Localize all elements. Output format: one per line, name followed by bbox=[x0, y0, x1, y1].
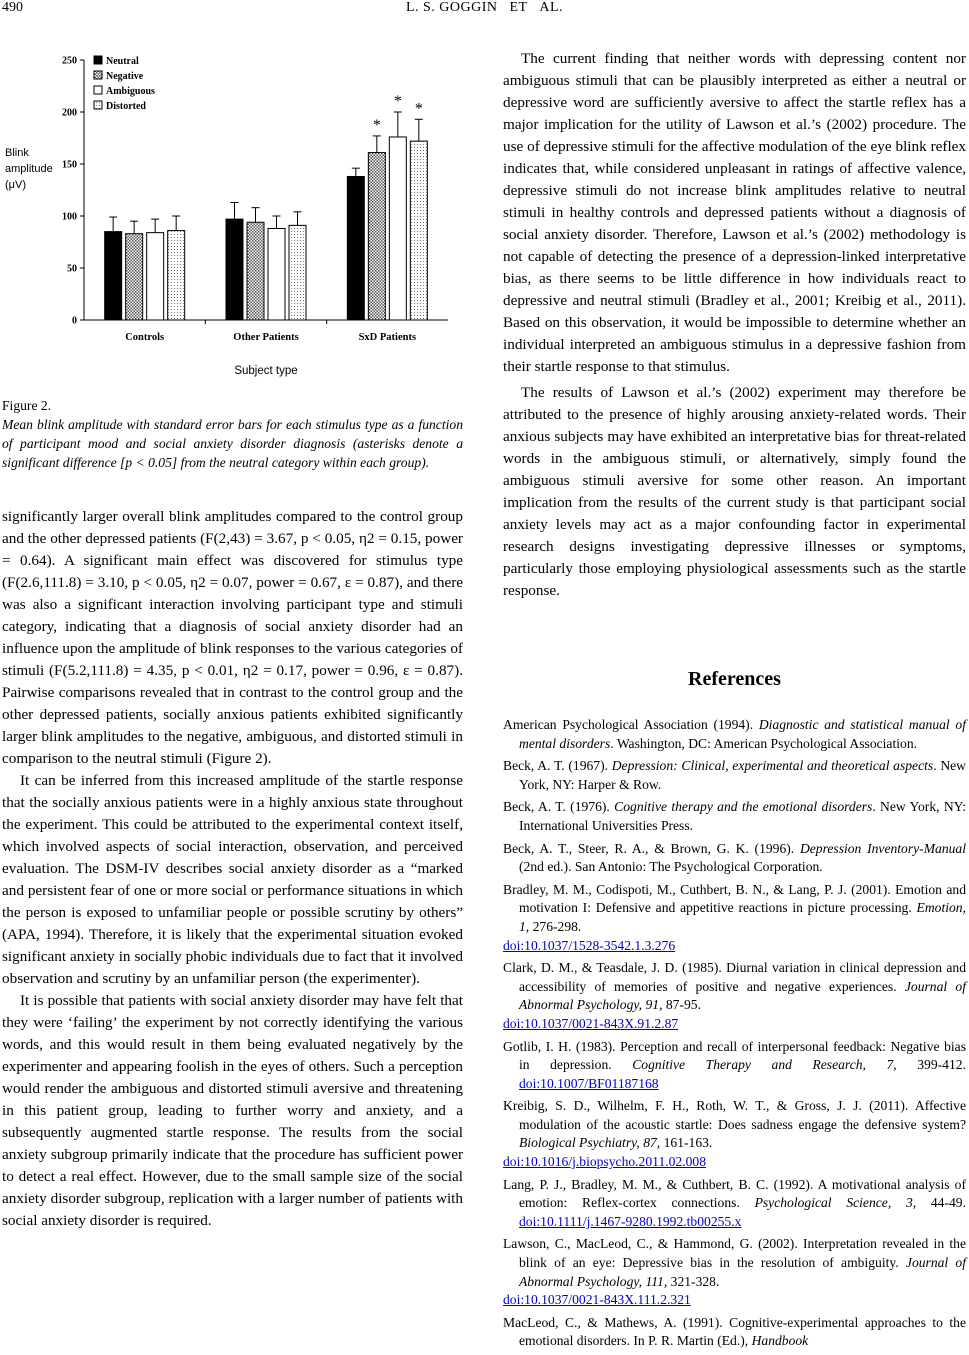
legend-swatch bbox=[94, 86, 102, 94]
bar bbox=[410, 141, 427, 320]
bar bbox=[226, 219, 243, 320]
bar bbox=[389, 137, 406, 320]
doi-link[interactable]: doi:10.1016/j.biopsycho.2011.02.008 bbox=[503, 1154, 707, 1170]
bar bbox=[268, 228, 285, 320]
significance-asterisk: * bbox=[393, 93, 402, 110]
legend-swatch bbox=[94, 71, 102, 79]
figure-caption bbox=[2, 396, 463, 472]
legend-label: Ambiguous bbox=[106, 86, 155, 97]
y-tick-label: 200 bbox=[62, 107, 77, 119]
reference-item: Kreibig, S. D., Wilhelm, F. H., Roth, W. T., & Gross, J. J. (2011). Affective modulation of the acoustic startle: Does sadness engage the defensive system? Biological Psychiatry, 87, 161-163. doi:10.1016/j.biopsycho.2011.02.008 bbox=[503, 1097, 966, 1171]
reference-item: Gotlib, I. H. (1983). Perception and recall of interpersonal feedback: Negative bias in depression. Cognitive Therapy and Research, 7, 399-412. doi:10.1007/BF01187168 bbox=[503, 1038, 966, 1091]
figure-caption-title: Figure 2. bbox=[2, 398, 52, 413]
x-tick-label: SxD Patients bbox=[358, 332, 417, 343]
legend-label: Neutral bbox=[106, 56, 139, 67]
reference-item: Bradley, M. M., Codispoti, M., Cuthbert, B. N., & Lang, P. J. (2001). Emotion and motivation I: Defensive and appetitive reactions in picture processing. Emotion, 1, 276-298. doi:10.1037/1528-3542.1.3.276 bbox=[503, 881, 966, 955]
reference-item: Beck, A. T. (1976). Cognitive therapy and the emotional disorders. New York, NY: International Universities Press. bbox=[503, 799, 966, 833]
blink-amplitude-chart bbox=[0, 48, 463, 388]
bar bbox=[126, 234, 143, 320]
paragraph: The results of Lawson et al.’s (2002) experiment may therefore be attributed to the presence of highly arousing anxiety-related words. Their anxious subjects may have exhibited an interpretative bias for threat-related words in the ambiguous stimuli, or alternatively, simply found the ambiguous stimuli aversive for some other reason. An important implication from the results of the current study is that participant social anxiety levels may act as a major confounding factor in experimental research designs investigating depressive illnesses or symptoms, particularly those employing physiological assessments such as the startle response. bbox=[503, 384, 966, 599]
reference-item: Lawson, C., MacLeod, C., & Hammond, G. (2002). Interpretation revealed in the blink of an eye: Depressive bias in the resolution of ambiguity. Journal of Abnormal Psychology, 111, 321-328. doi:10.1037/0021-843X.111.2.321 bbox=[503, 1235, 966, 1309]
y-tick-label: 0 bbox=[72, 315, 77, 327]
legend-swatch bbox=[94, 56, 102, 64]
x-axis-label: Subject type bbox=[234, 365, 298, 377]
paragraph: It can be inferred from this increased amplitude of the startle response that the socially anxious patients were in a highly anxious state throughout the experiment. This could be attributed to the experimental context itself, which involved aspects of social interaction, observation, and perceived evaluation. The DSM-IV describes social anxiety disorder as a “marked and persistent fear of one or more social or performance situations in which the person is exposed to unfamiliar people or possible scrutiny by others” (APA, 1994). Therefore, it is likely that the experimental situation evoked significant anxiety in socially phobic individuals due to fact that it involved observation and scrutiny by an unfamiliar person (the experimenter). bbox=[2, 772, 463, 987]
legend-label: Negative bbox=[106, 71, 144, 82]
y-axis-label: (μV) bbox=[5, 179, 27, 191]
reference-item: American Psychological Association (1994). Diagnostic and statistical manual of mental disorders. Washington, DC: American Psychological Association. bbox=[503, 717, 966, 751]
bar bbox=[168, 231, 185, 320]
bar bbox=[368, 153, 385, 320]
paragraph: The current finding that neither words with depressing content nor ambiguous stimuli that can be plausibly interpreted as either a neutral or depressive word are sufficiently aversive to affect the startle reflex has a major implication for the utility of Lawson et al.’s (2002) procedure. The use of depressive stimuli for the affective modulation of the eye blink reflex indicates that, while considered unpleasant in ratings of affective valence, depressive stimuli do not increase blink amplitudes relative to neutral stimuli in healthy controls and depressed patients without a diagnosis of social anxiety disorder. Therefore, Lawson et al.’s (2002) methodology is not capable of detecting the presence of a depression-linked interpretative bias, as there seems to be little difference in how individuals react to depressive and neutral stimuli (Bradley et al., 2001; Kreibig et al., 2011). Based on this observation, it would be impossible to determine whether an individual interpreted an ambiguous stimulus in a depressive fashion from their startle response to that stimulus. bbox=[503, 50, 966, 375]
legend-label: Distorted bbox=[106, 101, 146, 112]
references-list bbox=[503, 716, 966, 1355]
y-tick-label: 100 bbox=[62, 211, 77, 223]
doi-link[interactable]: doi:10.1037/0021-843X.91.2.87 bbox=[503, 1015, 679, 1031]
bar bbox=[147, 233, 164, 320]
y-tick-label: 50 bbox=[67, 263, 77, 275]
chart-bars bbox=[105, 112, 428, 320]
doi-link[interactable]: doi:10.1007/BF01187168 bbox=[519, 1075, 659, 1091]
paragraph: significantly larger overall blink amplitudes compared to the control group and the other depressed patients (F(2,43) = 3.67, p < 0.05, η2 = 0.15, power = 0.64). A significant main effect was discovered for stimulus type (F(2.6,111.8) = 3.10, p < 0.05, η2 = 0.07, power = 0.67, ε = 0.87), and there was also a significant interaction involving participant type and stimuli category, indicating that a diagnosis of social anxiety disorder had an influence upon the amplitude of blink responses to the various categories of stimuli (F(5.2,111.8) = 4.35, p < 0.01, η2 = 0.17, power = 0.96, ε = 0.87). Pairwise comparisons revealed that in contrast to the control group and the other depressed patients, socially anxious patients exhibited significantly larger blink amplitudes to the negative, ambiguous, and distorted stimuli in comparison to the neutral stimuli (Figure 2). bbox=[2, 508, 463, 767]
chart-legend bbox=[94, 56, 155, 112]
doi-link[interactable]: doi:10.1111/j.1467-9280.1992.tb00255.x bbox=[519, 1213, 742, 1229]
bar bbox=[105, 232, 122, 320]
reference-item: Clark, D. M., & Teasdale, J. D. (1985). Diurnal variation in clinical depression and accessibility of memories of positive and negative experiences. Journal of Abnormal Psychology, 91, 87-95. doi:10.1037/0021-843X.91.2.87 bbox=[503, 959, 966, 1033]
x-tick-label: Other Patients bbox=[233, 332, 299, 343]
paragraph: It is possible that patients with social anxiety disorder may have felt that they were ‘failing’ the experiment by not correctly identifying the various words, and this would result in them being evaluated negatively by the experimenter and appearing foolish in the eyes of others. Such a perception would render the ambiguous and distorted stimuli aversive and threatening in this patient group, leading to further worry and anxiety, and a subsequently augmented startle response. The results from the social anxiety subgroup primarily indicate that the procedure has sufficient power to detect a real effect. However, due to the small sample size of the social anxiety disorder subgroup, replication with a larger number of patients with social anxiety disorder is required. bbox=[2, 992, 463, 1229]
left-column-text bbox=[2, 506, 463, 1232]
figure-caption-text: Mean blink amplitude with standard error bars for each stimulus type as a function of participant mood and social anxiety disorder diagnosis (asterisks denote a significant difference [p < 0.05] from the neutral category within each group). bbox=[2, 417, 463, 470]
references-heading: References bbox=[688, 668, 781, 690]
legend-swatch bbox=[94, 101, 102, 109]
reference-item: Beck, A. T., Steer, R. A., & Brown, G. K. (1996). Depression Inventory-Manual (2nd ed.). San Antonio: The Psychological Corporation. bbox=[503, 840, 966, 875]
right-column-text bbox=[503, 48, 966, 602]
bar bbox=[289, 225, 306, 320]
significance-asterisk: * bbox=[372, 116, 381, 134]
y-tick-label: 250 bbox=[62, 55, 77, 67]
bar bbox=[247, 222, 264, 320]
running-title: L. S. GOGGIN ET AL. bbox=[405, 0, 564, 15]
y-axis-label: Blink bbox=[5, 147, 29, 159]
reference-item: Lang, P. J., Bradley, M. M., & Cuthbert, B. C. (1992). A motivational analysis of emotion: Reflex-cortex connections. Psychological Science, 3, 44-49. doi:10.1111/j.1467-9280.1992.tb00255.x bbox=[503, 1176, 967, 1229]
x-tick-label: Controls bbox=[125, 332, 165, 343]
y-tick-label: 150 bbox=[62, 159, 77, 171]
reference-item: Beck, A. T. (1967). Depression: Clinical, experimental and theoretical aspects. New York, NY: Harper & Row. bbox=[503, 758, 966, 792]
y-axis-label: amplitude bbox=[5, 163, 53, 175]
bar bbox=[347, 176, 364, 320]
doi-link[interactable]: doi:10.1037/0021-843X.111.2.321 bbox=[503, 1292, 691, 1308]
page-number: 490 bbox=[2, 0, 23, 15]
page-header bbox=[0, 0, 969, 24]
reference-item: MacLeod, C., & Mathews, A. (1991). Cognitive-experimental approaches to the emotional disorders. In P. R. Martin (Ed.), Handbook bbox=[503, 1314, 966, 1349]
significance-asterisk: * bbox=[414, 100, 423, 118]
doi-link[interactable]: doi:10.1037/1528-3542.1.3.276 bbox=[503, 937, 676, 953]
